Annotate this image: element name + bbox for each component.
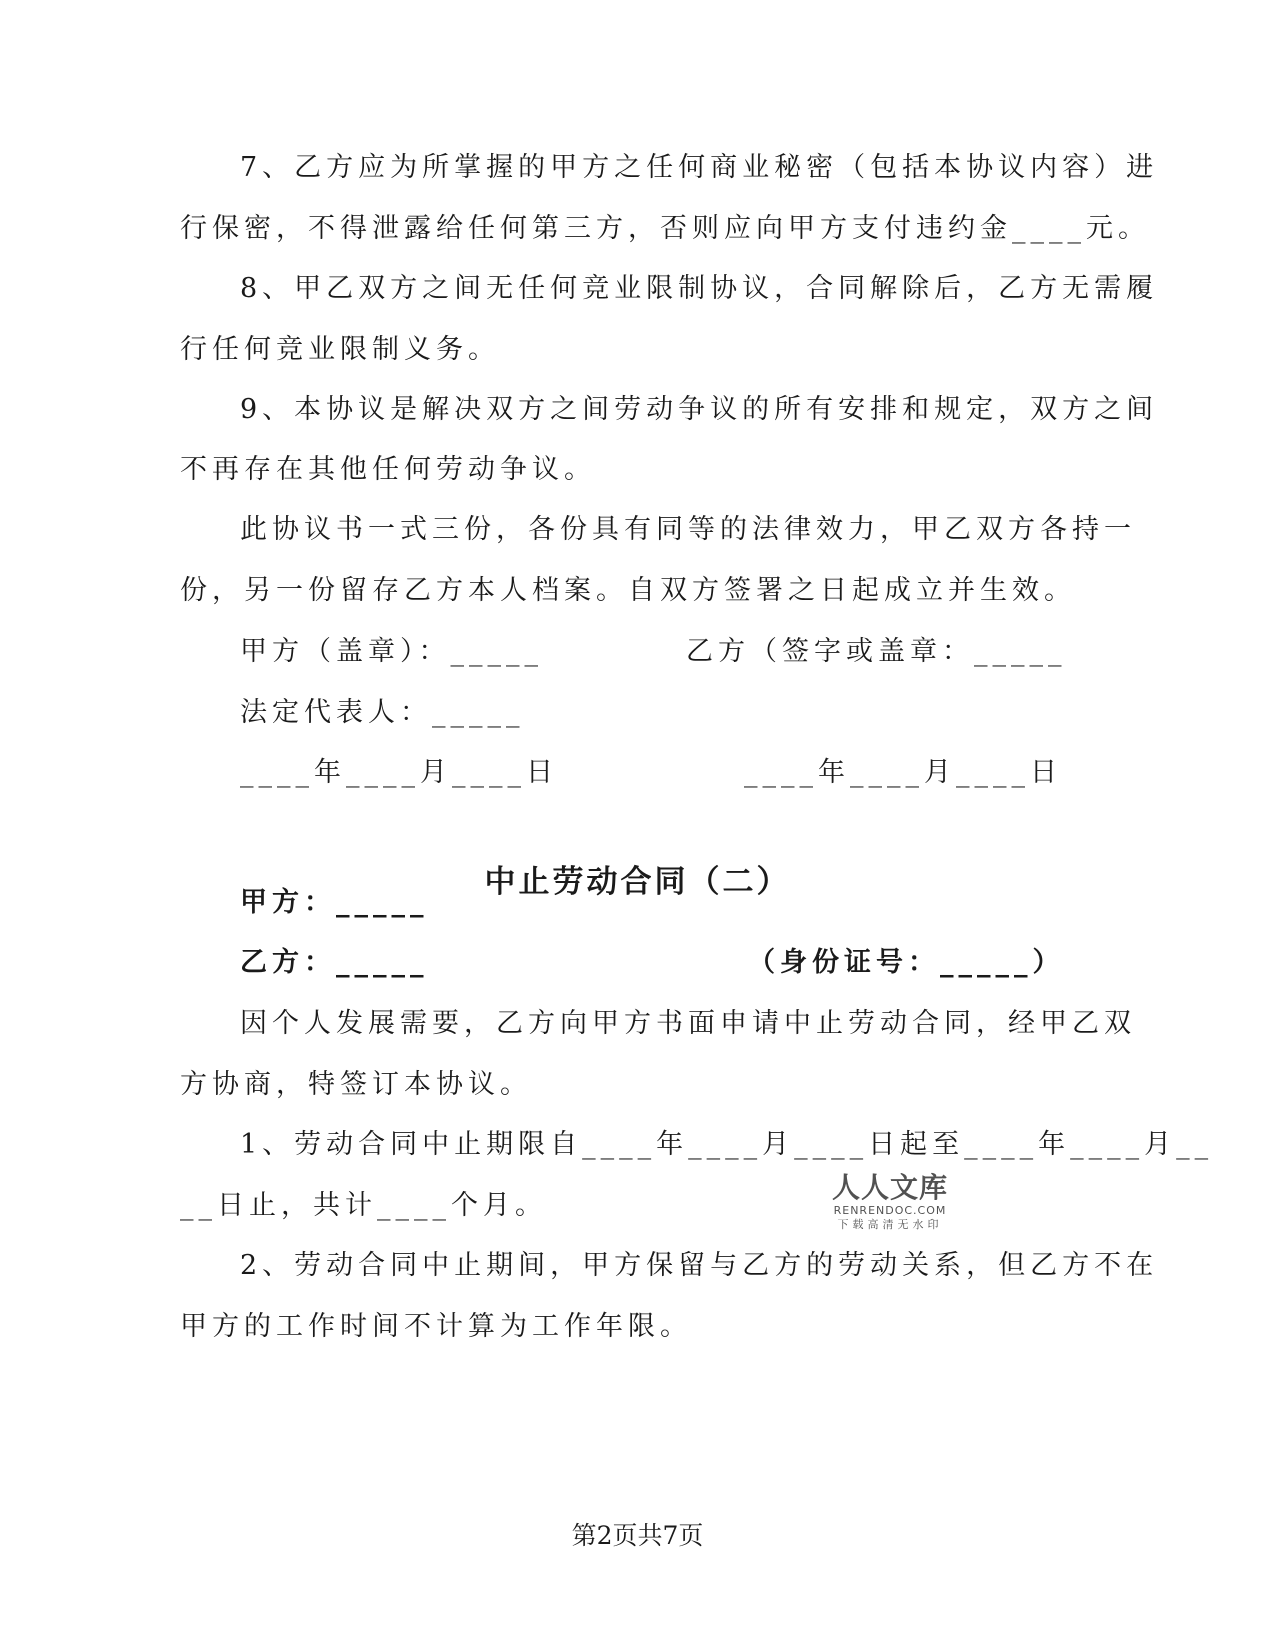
date-right: ____年____月____日: [744, 757, 1062, 788]
legal-representative: 法定代表人：_____: [240, 697, 525, 728]
watermark-tagline: 下载高清无水印: [837, 1218, 943, 1231]
party-b-signature: 乙方（签字或盖章：_____: [686, 636, 1067, 667]
party-a-label: 甲方：_____: [240, 887, 429, 918]
closing-line-2: 份，另一份留存乙方本人档案。自双方签署之日起成立并生效。: [180, 575, 1076, 606]
clause-7-line-1: 7、乙方应为所掌握的甲方之任何商业秘密（包括本协议内容）进: [240, 152, 1159, 183]
clause-7-line-2: 行保密，不得泄露给任何第三方，否则应向甲方支付违约金____元。: [180, 213, 1150, 244]
term-1-line-2: __日止，共计____个月。: [180, 1190, 547, 1221]
section-title: 中止劳动合同（二）: [484, 864, 791, 900]
page-number: 第2页共7页: [571, 1521, 704, 1550]
term-2-line-1: 2、劳动合同中止期间，甲方保留与乙方的劳动关系，但乙方不在: [240, 1250, 1159, 1281]
clause-8-line-2: 行任何竞业限制义务。: [180, 334, 500, 365]
watermark-url: RENRENDOC.COM: [833, 1204, 947, 1217]
term-2-line-2: 甲方的工作时间不计算为工作年限。: [180, 1311, 692, 1342]
clause-9-line-2: 不再存在其他任何劳动争议。: [180, 454, 596, 485]
intro-line-2: 方协商，特签订本协议。: [180, 1069, 532, 1100]
closing-line-1: 此协议书一式三份，各份具有同等的法律效力，甲乙双方各持一: [240, 514, 1136, 545]
watermark-name: 人人文库: [831, 1171, 948, 1204]
party-a-seal: 甲方（盖章）：_____: [240, 636, 543, 667]
date-left: ____年____月____日: [240, 757, 558, 788]
term-1-line-1: 1、劳动合同中止期限自____年____月____日起至____年____月__: [240, 1129, 1214, 1160]
intro-line-1: 因个人发展需要，乙方向甲方书面申请中止劳动合同，经甲乙双: [240, 1008, 1136, 1039]
clause-8-line-1: 8、甲乙双方之间无任何竞业限制协议，合同解除后，乙方无需履: [240, 273, 1159, 304]
party-b-label: 乙方：_____: [240, 947, 429, 978]
watermark: [815, 1172, 965, 1232]
clause-9-line-1: 9、本协议是解决双方之间劳动争议的所有安排和规定，双方之间: [240, 394, 1159, 425]
id-number-label: （身份证号：_____）: [748, 947, 1065, 978]
